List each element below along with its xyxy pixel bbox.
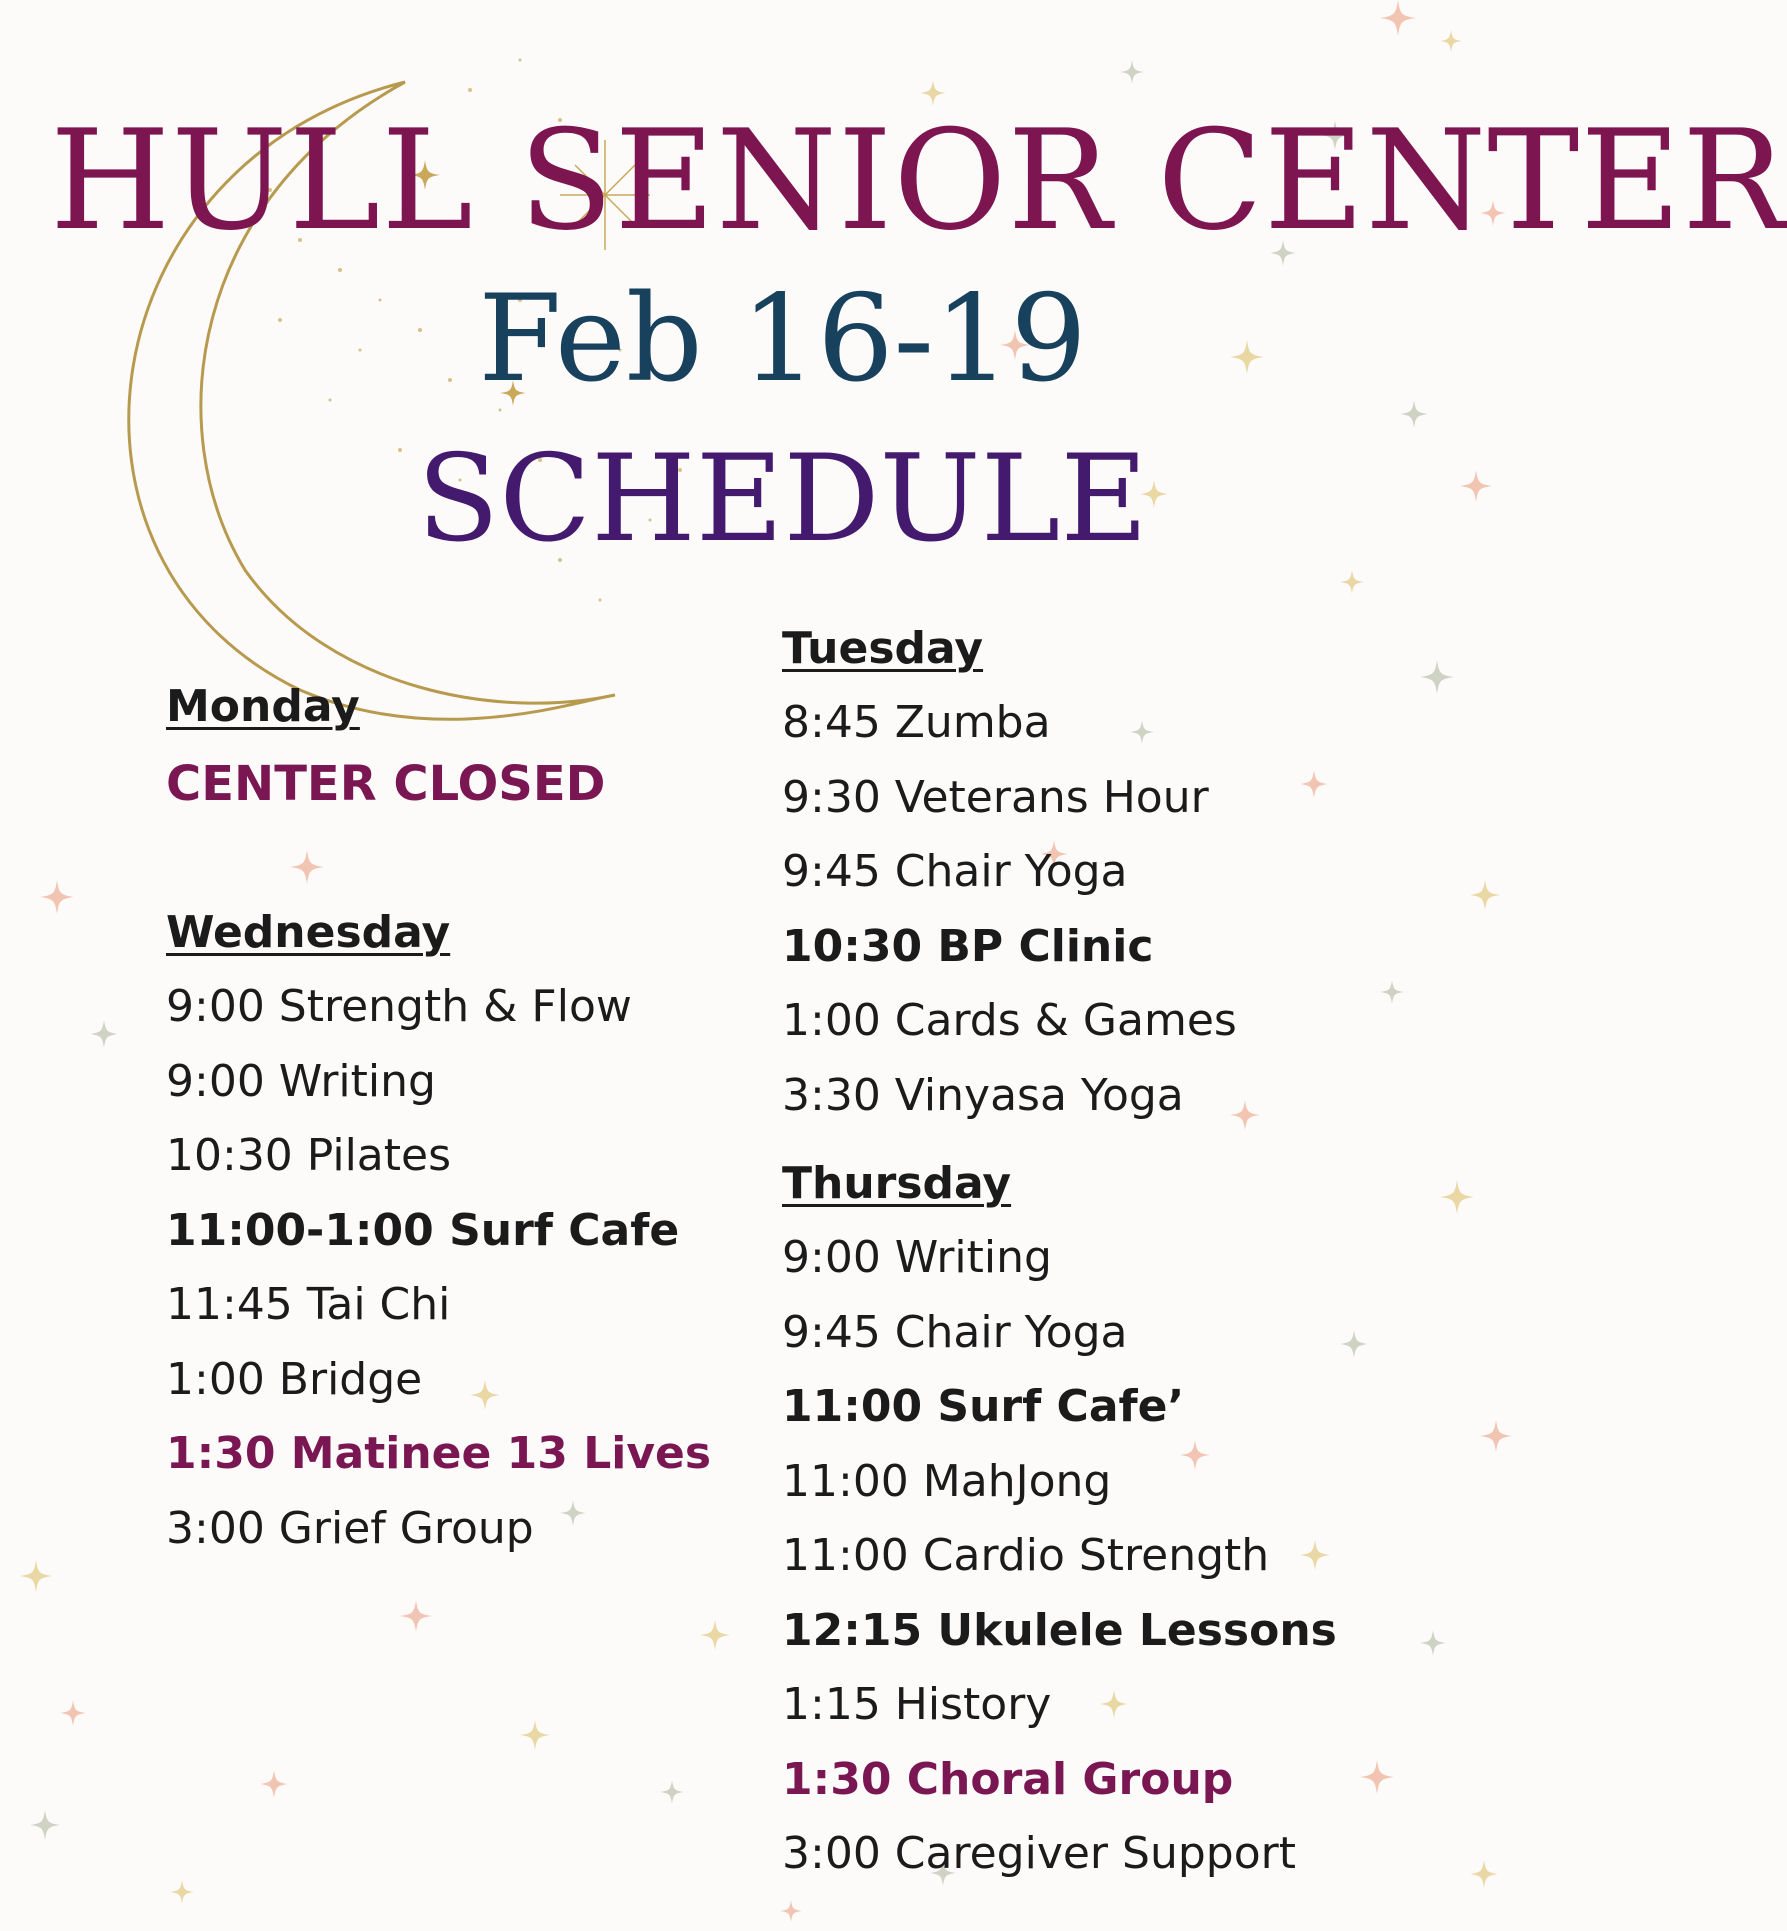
wednesday-item: 9:00 Writing: [166, 1055, 436, 1107]
thursday-item: 11:00 Surf Cafe’: [782, 1381, 1185, 1432]
right-column: [782, 612, 1337, 1892]
wednesday-item: 1:00 Bridge: [166, 1353, 423, 1405]
monday-status: CENTER CLOSED: [166, 756, 606, 812]
thursday-item: 11:00 Cardio Strength: [782, 1530, 1270, 1581]
thursday-item: 1:15 History: [782, 1679, 1052, 1730]
tuesday-item: 3:30 Vinyasa Yoga: [782, 1069, 1184, 1121]
thursday-item: 3:00 Caregiver Support: [782, 1828, 1296, 1879]
thursday-heading: Thursday: [782, 1158, 1012, 1209]
thursday-item: 1:30 Choral Group: [782, 1753, 1234, 1805]
schedule-heading: SCHEDULE: [417, 430, 1148, 569]
wednesday-item: 9:00 Strength & Flow: [166, 981, 632, 1032]
date-range: Feb 16-19: [478, 270, 1087, 409]
left-column: [166, 670, 711, 1566]
wednesday-item: 11:00-1:00 Surf Cafe: [166, 1204, 680, 1256]
tuesday-heading: Tuesday: [782, 623, 984, 674]
thursday-item: 9:00 Writing: [782, 1232, 1052, 1283]
tuesday-item: 8:45 Zumba: [782, 697, 1051, 748]
thursday-item: 12:15 Ukulele Lessons: [782, 1604, 1337, 1656]
wednesday-item: 1:30 Matinee 13 Lives: [166, 1428, 712, 1479]
thursday-item: 11:00 MahJong: [782, 1455, 1112, 1507]
page-title: HULL SENIOR CENTER: [50, 100, 1787, 261]
wednesday-heading: Wednesday: [166, 907, 451, 958]
tuesday-item: 9:45 Chair Yoga: [782, 846, 1128, 897]
wednesday-item: 10:30 Pilates: [166, 1130, 452, 1181]
wednesday-item: 11:45 Tai Chi: [166, 1279, 451, 1330]
thursday-item: 9:45 Chair Yoga: [782, 1306, 1128, 1358]
tuesday-item: 9:30 Veterans Hour: [782, 771, 1209, 823]
tuesday-item: 1:00 Cards & Games: [782, 995, 1237, 1046]
monday-heading: Monday: [166, 681, 360, 732]
tuesday-item: 10:30 BP Clinic: [782, 920, 1154, 972]
wednesday-item: 3:00 Grief Group: [166, 1502, 534, 1554]
